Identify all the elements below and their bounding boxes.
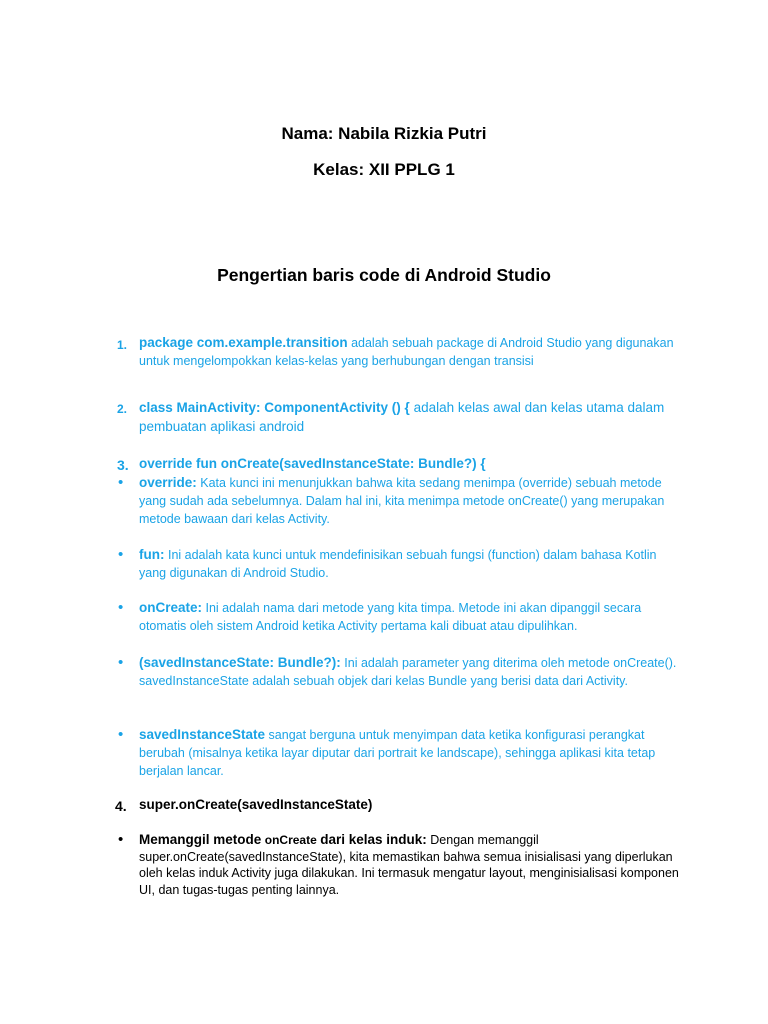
bullet-term: onCreate: [139,600,203,615]
list-item [139,599,679,635]
bullet-term: savedInstanceState [139,727,266,742]
list-item [139,797,679,814]
bullet-description: Ini adalah parameter yang diterima oleh metode onCreate(). savedInstanceState adalah sebuah objek dari kelas Bundle yang berisi data dari Activity. [139,656,677,688]
list-item [139,334,679,370]
code-term: super.onCreate(savedInstanceState) [139,797,373,812]
bullet-description: Ini adalah nama dari metode yang kita timpa. Metode ini akan dipanggil secara otomatis oleh sistem Android ketika Activity pertama kali dibuat atau dipulihkan. [139,601,642,633]
list-item [139,398,679,436]
item-description: adalah kelas awal dan kelas utama dalam pembuatan aplikasi android [139,400,665,434]
item-number: 1. [117,338,128,352]
bullet-description: Ini adalah kata kunci untuk mendefinisikan sebuah fungsi (function) dalam bahasa Kotlin yang digunakan di Android Studio. [139,548,657,580]
bullet-description: Kata kunci ini menunjukkan bahwa kita sedang menimpa (override) sebuah metode yang sudah ada sebelumnya. Dalam hal ini, kita menimpa metode onCreate() yang merupakan metode bawaan dari kelas Activity. [139,476,665,526]
list-item [139,726,679,780]
student-class: Kelas: XII PPLG 1 [313,160,455,179]
item-number: 4. [115,798,127,814]
bullet-term: fun: [139,547,165,562]
bullet-dot: • [118,546,124,563]
bullet-dot: • [118,474,124,491]
list-item [139,474,679,528]
bullet-dot: • [118,599,124,616]
document-title: Pengertian baris code di Android Studio [217,265,551,285]
bullet-dot: • [118,726,124,743]
bullet-term: Memanggil metode [139,832,262,847]
list-item [139,654,679,690]
item-number: 3. [117,457,129,473]
item-description: adalah sebuah package di Android Studio yang digunakan untuk mengelompokkan kelas-kelas yang berhubungan dengan transisi [139,336,674,368]
bullet-dot: • [118,831,124,848]
code-term: package com.example.transition [139,335,348,350]
list-item [139,546,679,582]
list-item [139,455,679,473]
bullet-description: super.onCreate(savedInstanceState), kita memastikan bahwa semua inisialisasi yang diperlukan oleh kelas induk Activity juga dilakukan. Ini termasuk mengatur layout, menginisialisasi komponen UI, dan tugas-tugas penting lainnya. [139,849,679,897]
bullet-term: (savedInstanceState: Bundle?): [139,655,341,670]
item-number: 2. [117,402,128,416]
student-name: Nama: Nabila Rizkia Putri [281,124,487,143]
bullet-term: dari kelas induk: [320,832,427,847]
code-term: class MainActivity: ComponentActivity () { [139,400,410,415]
list-item [139,832,679,898]
bullet-description: Dengan memanggil [430,833,539,847]
bullet-term-code: onCreate [264,833,317,847]
code-term: override fun onCreate(savedInstanceState: Bundle?) { [139,456,486,471]
bullet-description: sangat berguna untuk menyimpan data ketika konfigurasi perangkat berubah (misalnya ketika layar diputar dari portrait ke landscape), sehingga aplikasi kita tetap berjalan lancar. [139,728,656,778]
bullet-dot: • [118,654,124,671]
bullet-term: override: [139,475,197,490]
